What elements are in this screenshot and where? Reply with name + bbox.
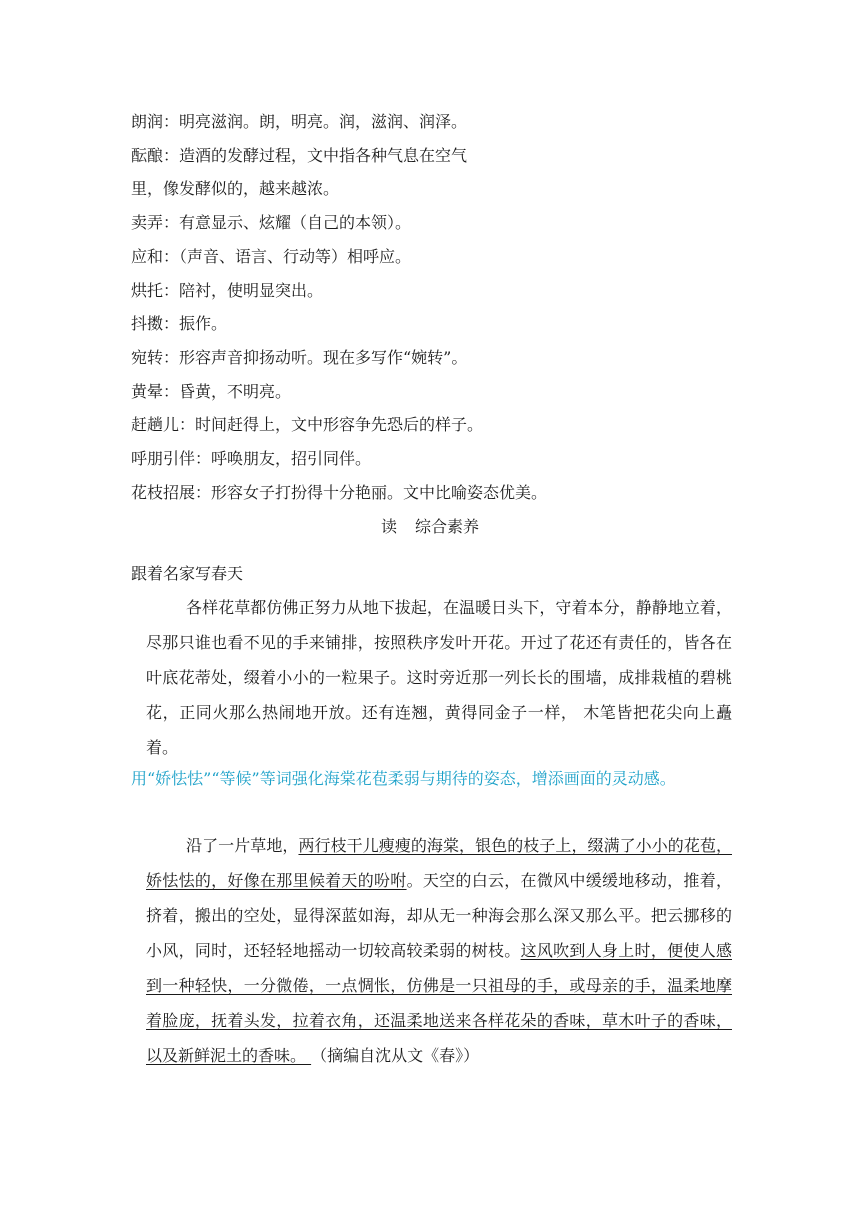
paragraph-middle: 。天空的白云，在微风中缓缓地移动，推着，挤着，搬出的空处，显得深蓝如海，却从无一种海会那么深又那么平。把云挪移的小风，同时，还轻轻地摇动一切较高较柔弱的树枝。 — [146, 871, 732, 960]
section-heading — [0, 516, 860, 538]
glossary-entry: 呼朋引伴：呼唤朋友，招引同伴。 — [131, 449, 372, 468]
glossary-entry: 花枝招展：形容女子打扮得十分艳丽。文中比喻姿态优美。 — [131, 483, 548, 502]
heading-part-2: 综合素养 — [415, 517, 480, 536]
glossary-entry: 宛转：形容声音抑扬动听。现在多写作“婉转”。 — [131, 348, 468, 367]
subsection-title: 跟着名家写春天 — [131, 564, 244, 583]
glossary-entry: 朗润：明亮滋润。朗，明亮。润，滋润、润泽。 — [131, 112, 468, 131]
glossary-entry: 抖擞：振作。 — [131, 314, 228, 333]
paragraph-lead: 沿了一片草地， — [186, 836, 299, 855]
underlined-sentence-1: 两行枝干儿瘦瘦的海棠，银色的枝子上，缀满了小小的花苞，娇怯怯的，好像在那里候着天的吩咐 — [146, 836, 732, 890]
glossary-entry: 酝酿：造酒的发酵过程，文中指各种气息在空气 — [131, 146, 468, 165]
paragraph-text: 各样花草都仿佛正努力从地下拔起，在温暖日头下，守着本分，静静地立着，尽那只谁也看不见的手来铺排，按照秩序发叶开花。开过了花还有责任的，皆各在叶底花蒂处，缀着小小的一粒果子。这时旁近那一列长长的围墙，成排栽植的碧桃花，正同火那么热闹地开放。还有连翘，黄得同金子一样， 木笔皆把花尖向上矗着。 — [146, 598, 732, 757]
source-citation: （摘编自沈从文《春》） — [311, 1046, 480, 1065]
glossary-entry: 赶趟儿：时间赶得上，文中形容争先恐后的样子。 — [131, 415, 484, 434]
excerpt-paragraph-1 — [146, 590, 732, 765]
glossary-entry: 烘托：陪衬，使明显突出。 — [131, 281, 324, 300]
glossary-entry: 里，像发酵似的，越来越浓。 — [131, 179, 340, 198]
heading-part-1: 读 — [380, 517, 397, 536]
glossary-entry: 应和：（声音、语言、行动等）相呼应。 — [131, 247, 412, 266]
glossary-entry: 黄晕：昏黄，不明亮。 — [131, 382, 292, 401]
annotation-note: 用“娇怯怯”“等候”等词强化海棠花苞柔弱与期待的姿态，增添画面的灵动感。 — [131, 769, 676, 788]
excerpt-paragraph-2 — [146, 828, 732, 1073]
underlined-sentence-2: 这风吹到人身上时，便使人感到一种轻快，一分微倦，一点惆怅，仿佛是一只祖母的手，或母亲的手，温柔地摩着脸庞，抚着头发，拉着衣角，还温柔地送来各样花朵的香味，草木叶子的香味，以及新鲜泥土的香味。 — [146, 941, 732, 1065]
glossary-entry: 卖弄：有意显示、炫耀（自己的本领）。 — [131, 213, 412, 232]
